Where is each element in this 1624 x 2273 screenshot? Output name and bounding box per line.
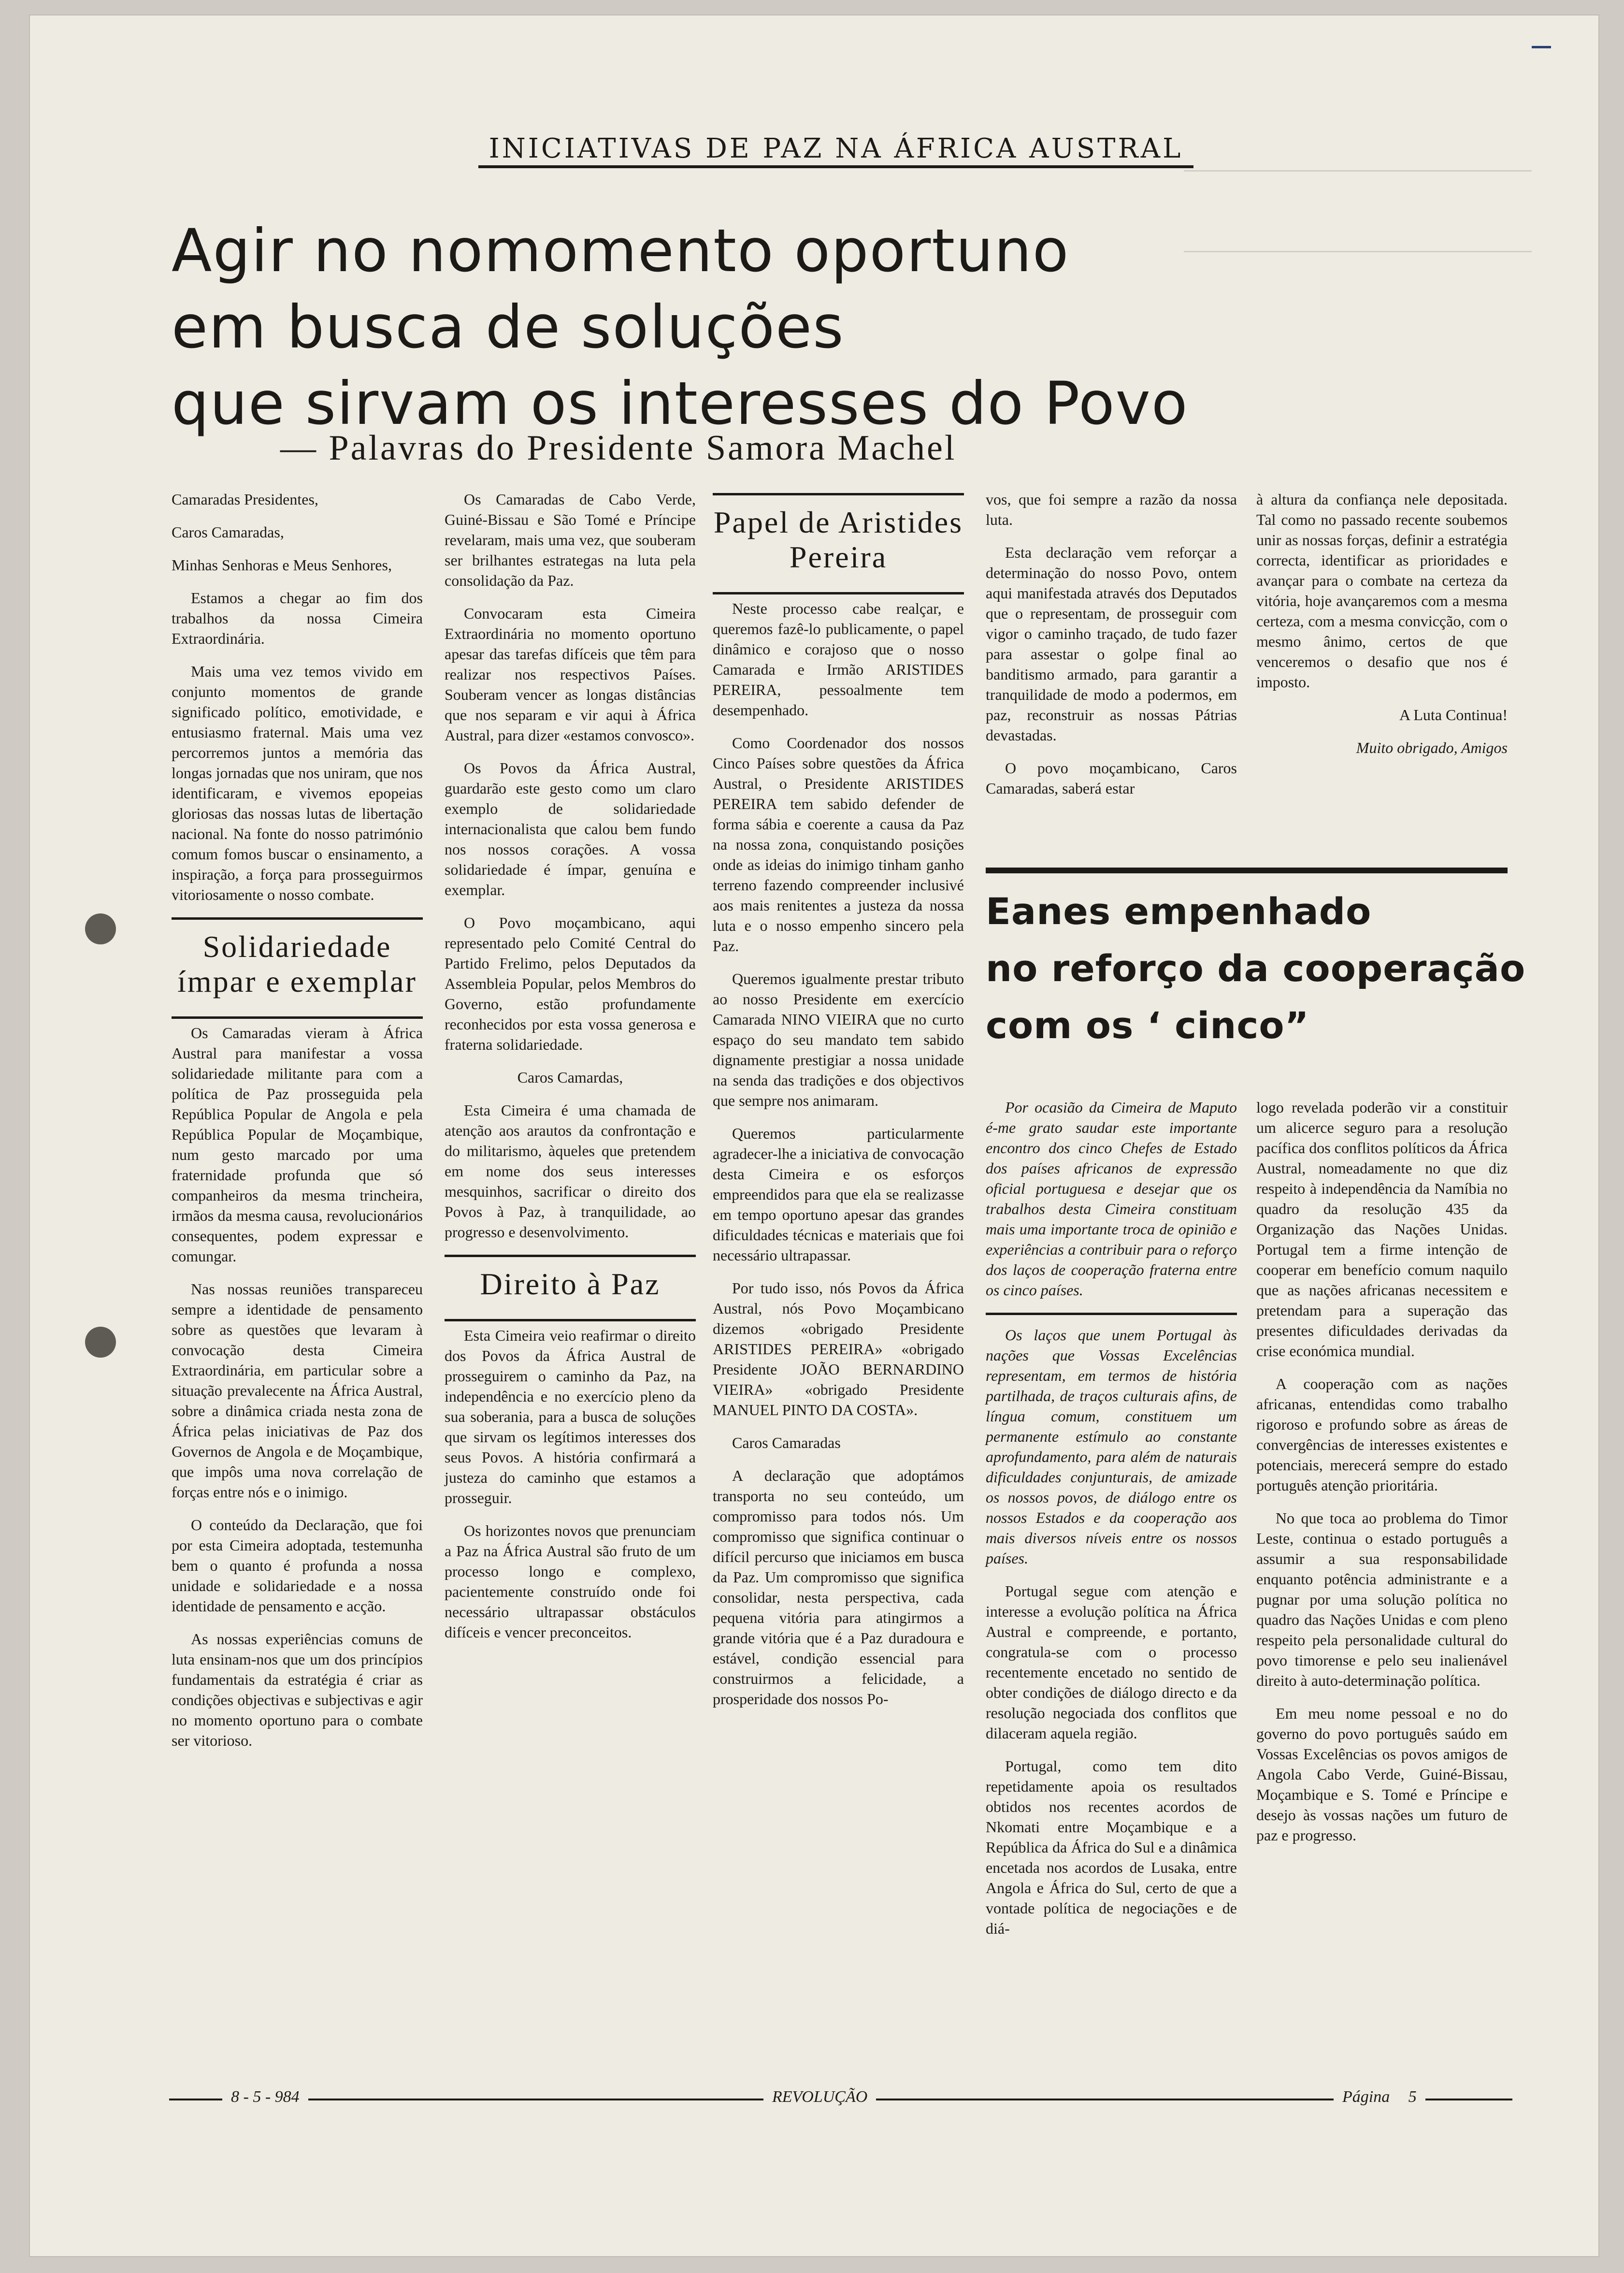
headline-line-1: Agir no nomomento oportuno: [172, 217, 1070, 285]
article-top-rule: [986, 868, 1508, 873]
salutation: Caros Camaradas: [732, 1434, 841, 1451]
paragraph: A cooperação com as nações africanas, entendidas como trabalho rigoroso e profundo sobre as áreas de convergências de interesses existentes e potenciais, merecerá sempre do estado português atenção prioritária.: [1256, 1375, 1508, 1494]
binder-hole-top: [85, 913, 116, 944]
column-1: [172, 489, 423, 1763]
paragraph: Os Camaradas vieram à África Austral para manifestar a vossa solidariedade militante para com a política de Paz prosseguida pela República Popular de Angola e pela República Popular de Moçambique, num gesto marcado por uma fraternidade profunda que só companheiros da mesma trincheira, irmãos da mesma causa, revolucionários consequentes, podem expressar e comungar.: [172, 1024, 423, 1265]
divider: [986, 1313, 1237, 1315]
eanes-headline-line-3: com os ‘ cinco”: [986, 1004, 1309, 1047]
footer-page-label: Página: [1342, 2088, 1390, 2106]
paragraph: Os Camaradas de Cabo Verde, Guiné-Bissau e São Tomé e Príncipe revelaram, mais uma vez, que souberam ser brilhantes estrategas na luta pela consolidação da Paz.: [445, 491, 696, 589]
headline-line-3: que sirvam os interesses do Povo: [172, 369, 1189, 438]
binder-hole-bottom: [85, 1327, 116, 1358]
page-footer: [169, 2088, 1512, 2112]
subhead-direito-a-paz: Direito à Paz: [480, 1267, 661, 1301]
paragraph: à altura da confiança nele depositada. Tal como no passado recente soubemos unir as nossas forças, definir a estratégia correcta, identificar as prioridades e avançar para o combate na certeza da vitória, hoje avançaremos com a mesma certeza, com a mesma convicção, com o mesmo ânimo, certos de que venceremos o desafio que nos é imposto.: [1256, 491, 1508, 691]
section-kicker: INICIATIVAS DE PAZ NA ÁFRICA AUSTRAL: [478, 133, 1193, 168]
column-5-upper: [1256, 489, 1508, 770]
divider: [445, 1319, 696, 1321]
subhead-solidariedade: Solidariedade ímpar e exemplar: [177, 929, 417, 999]
column-2: [445, 489, 696, 1655]
paragraph: Queremos igualmente prestar tributo ao nosso Presidente em exercício Camarada NINO VIEIRA que no curto espaço do seu mandato tem sabido dignamente prestigiar a nossa unidade na senda das tradições e dos objectivos que sempre nos animaram.: [713, 970, 964, 1109]
salutation-2: Caros Camaradas,: [172, 523, 284, 541]
paragraph-italic: Os laços que unem Portugal às nações que Vossas Excelências representam, em termos de história partilhada, de traços culturais afins, de língua comum, constituem um permanente estímulo ao constante aprofundamento, para além de naturais dificuldades conjunturais, de amizade os nossos povos, de diálogo entre os nossos Estados e da cooperação aos mais diversos níveis entre os nossos países.: [986, 1326, 1237, 1567]
paragraph: As nossas experiências comuns de luta ensinam-nos que um dos princípios fundamentais da estratégia é criar as condições objectivas e subjectivas e agir no momento oportuno para o combate ser vitorioso.: [172, 1630, 423, 1749]
paragraph: Esta declaração vem reforçar a determinação do nosso Povo, ontem aqui manifestada através dos Deputados que o representam, de prosseguir com vigor o caminho traçado, de tudo fazer para assestar o golpe final ao banditismo armado, para garantir a tranquilidade de modo a podermos, em paz, reconstruir as nossas Pátrias devastadas.: [986, 544, 1237, 744]
main-headline: [172, 213, 1189, 442]
edge-mark: [1532, 46, 1551, 48]
paragraph: Portugal segue com atenção e interesse a evolução política na África Austral e compreende, e portanto, congratula-se com o processo recentemente encetado no sentido de obter condições de diálogo directo e da resolução negociada dos conflitos que dilaceram aquela região.: [986, 1582, 1237, 1742]
paragraph: Neste processo cabe realçar, e queremos fazê-lo publicamente, o papel dinâmico e corajoso que o nosso Camarada e Irmão ARISTIDES PEREIRA, pessoalmente tem desempenhado.: [713, 600, 964, 719]
divider: [445, 1255, 696, 1257]
column-4-upper: [986, 489, 1237, 811]
paragraph: Esta Cimeira é uma chamada de atenção aos arautos da confrontação e do militarismo, àqueles que pretendem em nome dos seus interesses mesquinhos, sacrificar o direito dos Povos à Paz, à tranquilidade, ao progresso e desenvolvimento.: [445, 1101, 696, 1241]
paragraph: Estamos a chegar ao fim dos trabalhos da nossa Cimeira Extraordinária.: [172, 589, 423, 647]
paragraph: Os Povos da África Austral, guardarão este gesto como um claro exemplo de solidariedade internacionalista que calou bem fundo nos nossos corações. A vossa solidariedade é ímpar, genuína e exemplar.: [445, 759, 696, 898]
headline-line-2: em busca de soluções: [172, 293, 845, 362]
column-5-lower: [1256, 1097, 1508, 1858]
footer-date: 8 - 5 - 984: [222, 2088, 308, 2106]
byline: — Palavras do Presidente Samora Machel: [280, 428, 957, 468]
column-4-lower: [986, 1097, 1237, 1951]
paragraph: Os horizontes novos que prenunciam a Paz na África Austral são fruto de um processo longo e complexo, pacientemente construído onde foi necessário ultrapassar obstáculos difíceis e vencer preconceitos.: [445, 1522, 696, 1641]
subhead-aristides-pereira: Papel de Aristides Pereira: [713, 505, 963, 574]
closing-slogan: A Luta Continua!: [1399, 706, 1508, 724]
divider: [713, 493, 964, 495]
bleed-through-text: [1184, 130, 1532, 252]
paragraph-italic: Por ocasião da Cimeira de Maputo é-me grato saudar este importante encontro dos cinco Chefes de Estado dos países africanos de expressão oficial portuguesa e desejar que os trabalhos desta Cimeira constituam mais uma importante troca de opinião e experiências a contribuir para o reforço dos laços de cooperação fraterna entre os cinco países.: [986, 1099, 1237, 1299]
divider: [172, 917, 423, 920]
paragraph: Nas nossas reuniões transpareceu sempre a identidade de pensamento sobre as questões que levaram à convocação desta Cimeira Extraordinária, em particular sobre a situação prevalecente na África Austral, sobre a dinâmica criada nesta zona de África pelas iniciativas de Paz dos Governos de Angola e de Moçambique, que impôs uma nova correlação de forças entre nós e o inimigo.: [172, 1280, 423, 1501]
paragraph: No que toca ao problema do Timor Leste, continua o estado português a assumir a sua responsabilidade enquanto potência administrante e a pugnar por uma solução política no quadro das Nações Unidas e com pleno respeito pela personalidade cultural do povo timorense e pelo seu inalienável direito à auto-determinação política.: [1256, 1509, 1508, 1689]
salutation-1: Camaradas Presidentes,: [172, 491, 318, 508]
paragraph: O povo moçambicano, Caros Camaradas, saberá estar: [986, 759, 1237, 797]
paragraph: A declaração que adoptámos transporta no seu conteúdo, um compromisso para todos nós. Um compromisso que significa continuar o difícil percurso que iniciamos em busca da Paz. Um compromisso que significa consolidar, nesta perspectiva, cada pequena vitória para atingirmos a grande vitória que é a Paz duradoura e estável, condição essencial para construirmos a felicidade, a prosperidade dos nossos Po-: [713, 1467, 964, 1708]
paragraph: O Povo moçambicano, aqui representado pelo Comité Central do Partido Frelimo, pelos Deputados da Assembleia Popular, pelos Membros do Governo, estão profundamente reconhecidos por esta vossa generosa e fraterna solidariedade.: [445, 914, 696, 1053]
eanes-article-header: [986, 868, 1526, 1054]
divider: [172, 1016, 423, 1019]
paragraph: O conteúdo da Declaração, que foi por esta Cimeira adoptada, testemunha bem o quanto é profunda a nossa unidade e solidariedade e a nossa identidade de pensamento e acção.: [172, 1516, 423, 1615]
paragraph: Por tudo isso, nós Povos da África Austral, nós Povo Moçambicano dizemos «obrigado Presidente ARISTIDES PEREIRA» «obrigado Presidente JOÃO BERNARDINO VIEIRA» «obrigado Presidente MANUEL PINTO DA COSTA».: [713, 1279, 964, 1419]
paragraph: logo revelada poderão vir a constituir um alicerce seguro para a resolução pacífica dos conflitos políticos da África Austral, nomeadamente no que diz respeito à independência da Namíbia no quadro da resolução 435 da Organização das Nações Unidas. Portugal tem a firme intenção de cooperar em benefício comum naquilo que as nações africanas necessitem e pretendam para a superação das presentes dificuldades derivadas da crise económica mundial.: [1256, 1099, 1508, 1360]
column-3: [713, 489, 964, 1722]
footer-page-number: 5: [1394, 2088, 1417, 2106]
eanes-headline-line-1: Eanes empenhado: [986, 890, 1372, 933]
divider: [713, 592, 964, 594]
paragraph: Mais uma vez temos vivido em conjunto momentos de grande significado político, emotividade, e entusiasmo fraternal. Mais uma vez percorremos juntos a memória das longas jornadas que nos uniram, que nos identificaram, e vivemos epopeias gloriosas das nossas lutas de libertação nacional. Na fonte do nosso património comum fomos buscar o ensinamento, a inspiração, a força para prosseguirmos vitoriosamente o nosso combate.: [172, 663, 423, 903]
salutation-3: Minhas Senhoras e Meus Senhores,: [172, 556, 392, 574]
paragraph: Convocaram esta Cimeira Extraordinária no momento oportuno apesar das tarefas difíceis que têm para realizar nos respectivos Países. Souberam vencer as longas distâncias que nos separam e vir aqui à África Austral, para dizer «estamos convosco».: [445, 605, 696, 744]
salutation: Caros Camardas,: [517, 1069, 623, 1086]
paragraph: Esta Cimeira veio reafirmar o direito dos Povos da África Austral de prosseguirem o caminho da Paz, na independência e no exercício pleno da sua soberania, para a busca de soluções que sirvam os legítimos interesses dos seus Povos. A história confirmará a justeza do caminho que estamos a prosseguir.: [445, 1327, 696, 1506]
footer-publication: REVOLUÇÃO: [763, 2088, 876, 2106]
paragraph: Queremos particularmente agradecer-lhe a iniciativa de convocação desta Cimeira e os esforços empreendidos para que ela se realizasse em tempo oportuno apesar das grandes dificuldades técnicas e materiais que foi necessário ultrapassar.: [713, 1125, 964, 1264]
paragraph: Em meu nome pessoal e no do governo do povo português saúdo em Vossas Excelências os povos amigos de Angola Cabo Verde, Guiné-Bissau, Moçambique e S. Tomé e Príncipe e desejo às vossas nações um futuro de paz e progresso.: [1256, 1705, 1508, 1844]
paragraph: vos, que foi sempre a razão da nossa luta.: [986, 491, 1237, 528]
eanes-headline: [986, 883, 1526, 1054]
footer-page: [1334, 2088, 1425, 2106]
paragraph: Como Coordenador dos nossos Cinco Países sobre questões da África Austral, o Presidente ARISTIDES PEREIRA tem sabido defender de forma sábia e coerente a causa da Paz na nossa zona, conquistando posições onde as ideias do inimigo tinham ganho terreno fazendo compreender inclusivé aos mais renitentes a justeza da nossa luta e o nosso empenho sincero pela Paz.: [713, 734, 964, 955]
paragraph: Portugal, como tem dito repetidamente apoia os resultados obtidos nos recentes acordos de Nkomati entre Moçambique e a República da África do Sul e a dinâmica encetada nos acordos de Lusaka, entre Angola e África do Sul, certo de que a vontade política de negociações e de diá-: [986, 1757, 1237, 1937]
eanes-headline-line-2: no reforço da cooperação: [986, 947, 1526, 990]
closing-thanks: Muito obrigado, Amigos: [1356, 739, 1508, 756]
